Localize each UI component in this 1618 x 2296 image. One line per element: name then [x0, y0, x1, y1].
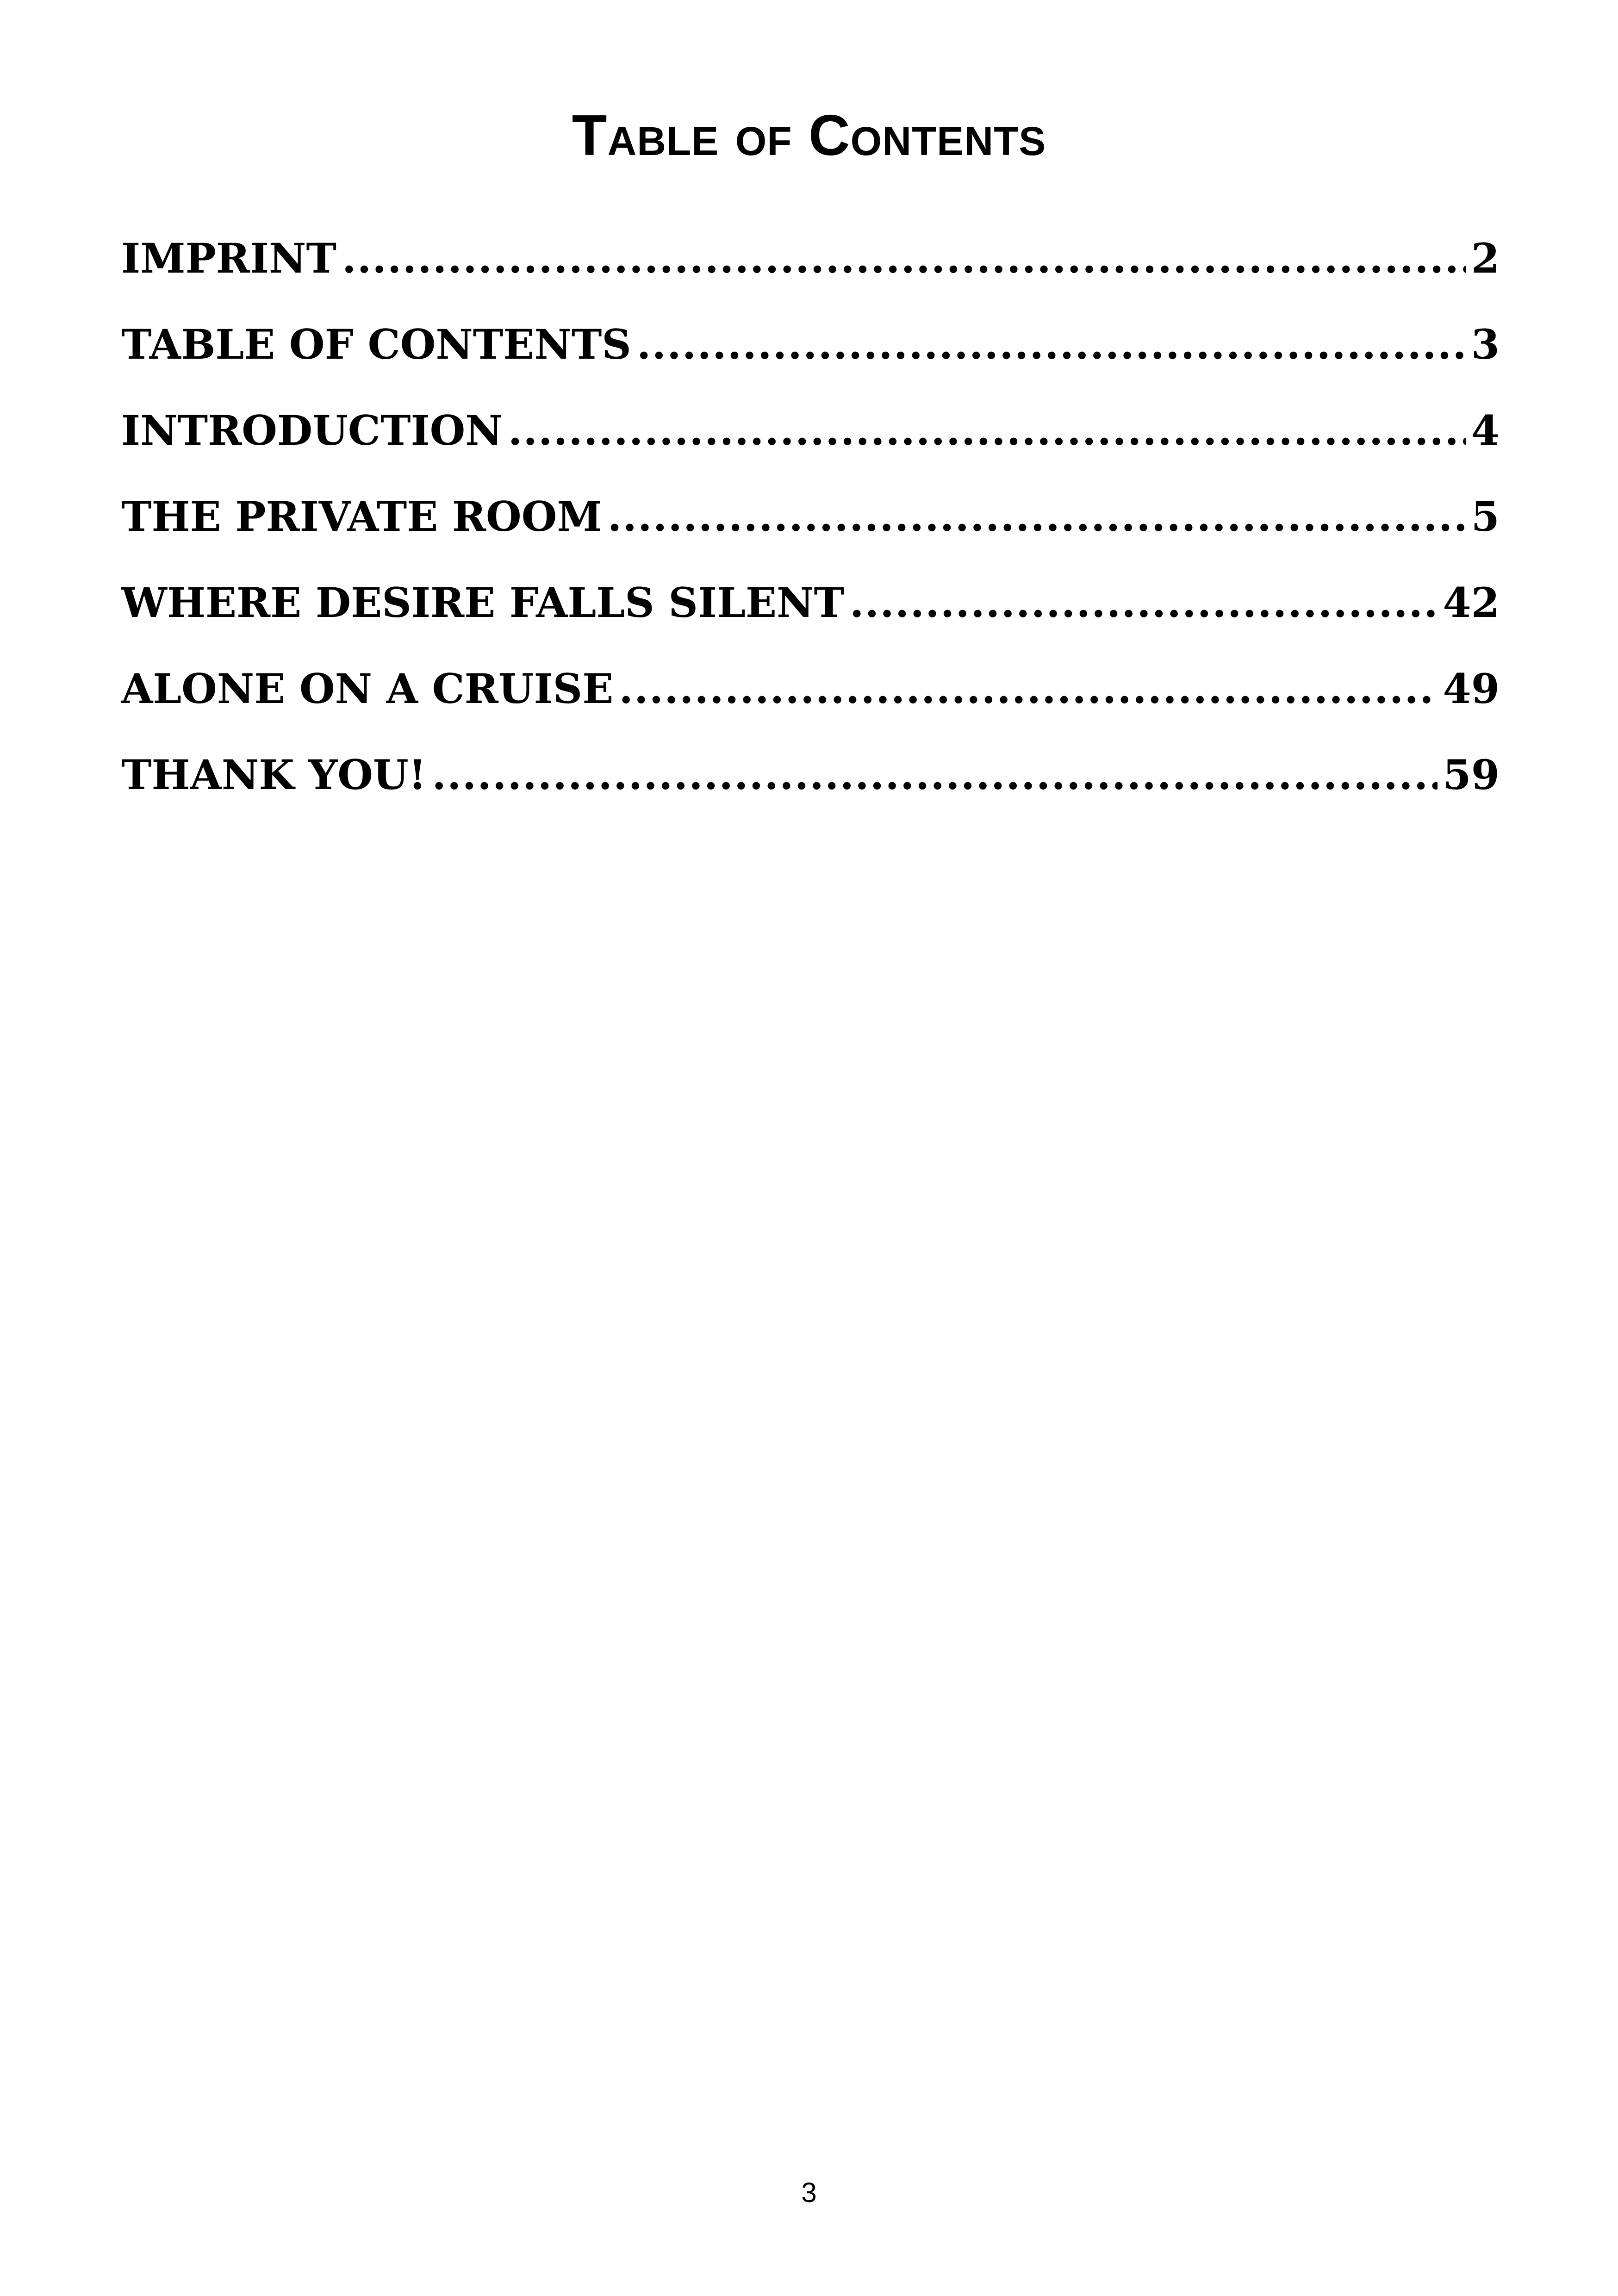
toc-entry-label: INTRODUCTION [121, 406, 503, 454]
toc-entry-page: 49 [1443, 665, 1500, 713]
toc-entry-label: WHERE DESIRE FALLS SILENT [121, 579, 844, 627]
toc-entry-page: 42 [1443, 579, 1500, 627]
toc-leader-dots [637, 319, 1466, 370]
toc-leader-dots [850, 577, 1438, 628]
toc-entry-page: 5 [1471, 492, 1500, 541]
toc-entry-alone-on-a-cruise[interactable] [121, 663, 1500, 749]
toc-entry-page: 4 [1471, 406, 1500, 454]
toc-entry-page: 59 [1443, 751, 1500, 799]
toc-entry-the-private-room[interactable] [121, 491, 1500, 577]
toc-entry-table-of-contents[interactable] [121, 319, 1500, 405]
toc-leader-dots [608, 491, 1466, 542]
toc-entry-introduction[interactable] [121, 405, 1500, 491]
toc-entry-where-desire-falls-silent[interactable] [121, 577, 1500, 663]
toc-leader-dots [342, 233, 1466, 284]
page-number: 3 [801, 2177, 817, 2208]
toc-entry-page: 3 [1471, 320, 1500, 368]
toc-entry-imprint[interactable] [121, 233, 1500, 319]
toc-leader-dots [619, 663, 1437, 714]
toc-list [121, 233, 1500, 835]
toc-entry-label: THE PRIVATE ROOM [121, 492, 602, 541]
toc-entry-thank-you[interactable] [121, 749, 1500, 835]
toc-entry-label: THANK YOU! [121, 751, 427, 799]
toc-entry-page: 2 [1471, 234, 1500, 282]
toc-leader-dots [508, 405, 1466, 456]
toc-entry-label: TABLE OF CONTENTS [121, 320, 631, 368]
toc-entry-label: IMPRINT [121, 234, 336, 282]
page-title: Table of Contents [572, 104, 1046, 168]
toc-entry-label: ALONE ON A CRUISE [121, 665, 614, 713]
toc-leader-dots [432, 749, 1437, 800]
